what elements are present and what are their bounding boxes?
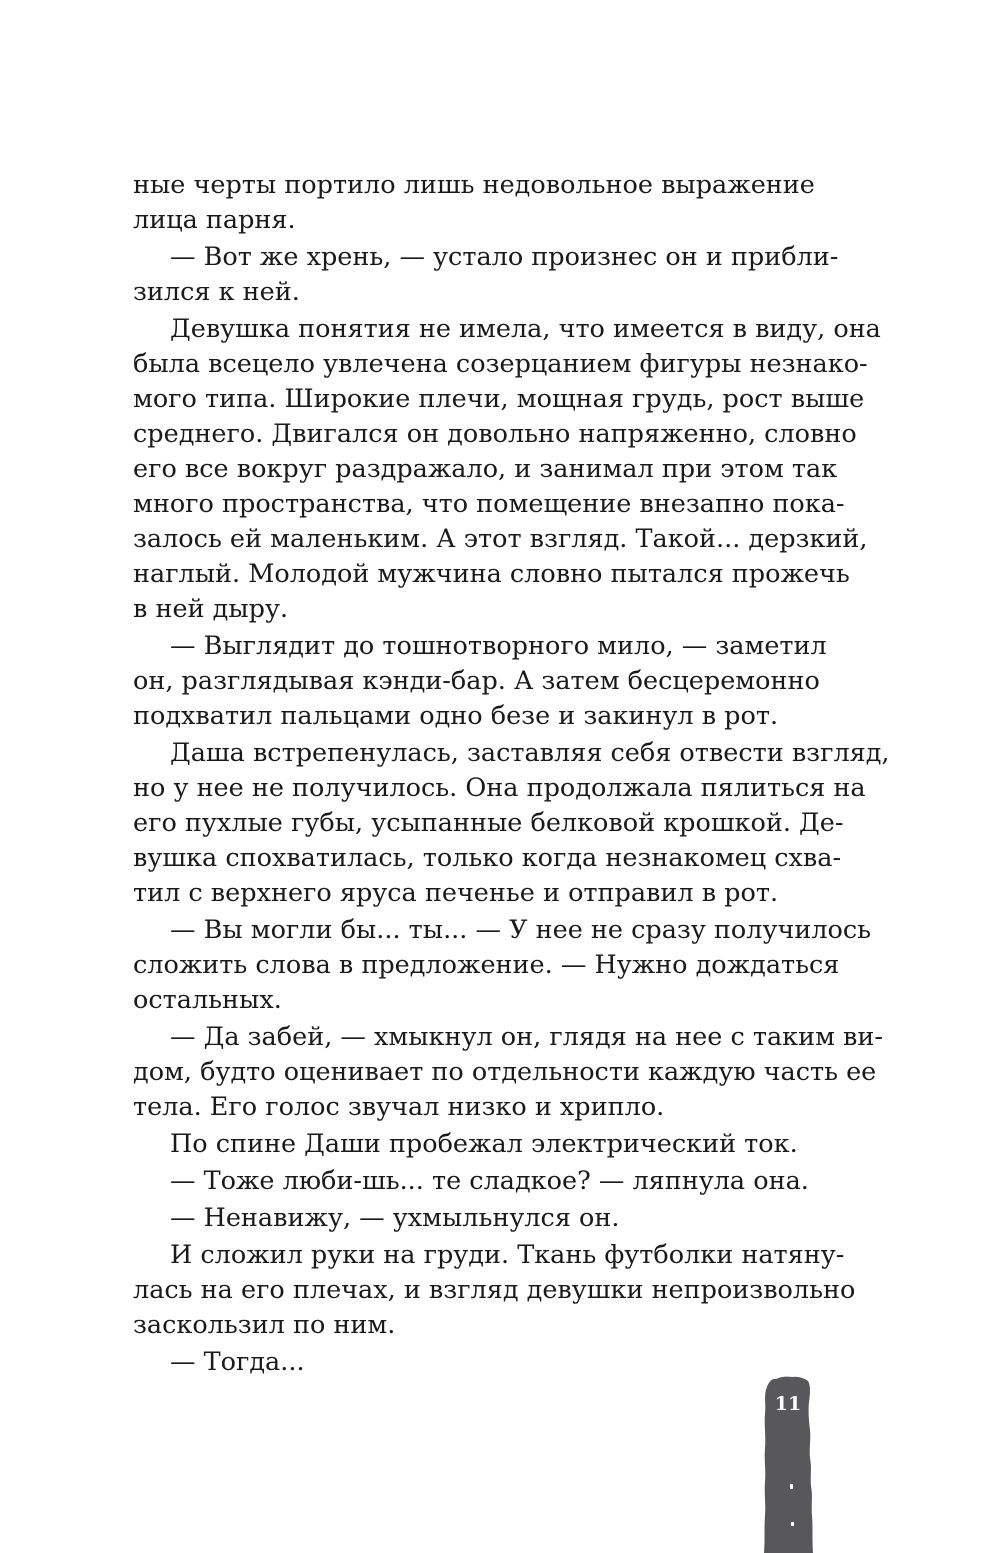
text-line: в ней дыру. <box>133 594 289 624</box>
text-line: — Вот же хрень, — устало произнес он и прибли- <box>170 242 839 272</box>
text-line: была всецело увлечена созерцанием фигуры незнако- <box>133 349 868 379</box>
body-text <box>133 168 890 1380</box>
text-line: подхватил пальцами одно безе и закинул в рот. <box>133 701 779 731</box>
text-line: мого типа. Широкие плечи, мощная грудь, рост выше <box>133 384 865 414</box>
page-number: 11 <box>774 1393 802 1415</box>
text-line: дом, будто оценивает по отдельности каждую часть ее <box>133 1057 877 1087</box>
text-line: он, разглядывая кэнди-бар. А затем бесцеремонно <box>133 666 820 696</box>
text-line: — Вы могли бы... ты... — У нее не сразу получилось <box>170 915 872 945</box>
text-line: его пухлые губы, усыпанные белковой крошкой. Де- <box>133 808 844 838</box>
text-line: зился к ней. <box>133 277 300 307</box>
text-line: вушка спохватилась, только когда незнакомец схва- <box>133 843 842 873</box>
text-line: сложить слова в предложение. — Нужно дождаться <box>133 950 840 980</box>
text-line: среднего. Двигался он довольно напряженно, словно <box>133 419 857 449</box>
text-line: — Ненавижу, — ухмыльнулся он. <box>170 1203 620 1233</box>
text-line: остальных. <box>133 985 282 1015</box>
text-line: заскользил по ним. <box>133 1310 396 1340</box>
text-line: ные черты портило лишь недовольное выражение <box>133 170 815 200</box>
text-line: залось ей маленьким. А этот взгляд. Такой... дерзкий, <box>133 524 868 554</box>
text-line: Девушка понятия не имела, что имеется в виду, она <box>170 314 881 344</box>
text-line: его все вокруг раздражало, и занимал при этом так <box>133 454 838 484</box>
text-line: но у нее не получилось. Она продолжала пялиться на <box>133 773 866 803</box>
text-line: — Тогда... <box>170 1347 305 1377</box>
text-line: И сложил руки на груди. Ткань футболки натяну- <box>170 1240 845 1270</box>
text-line: Даша встрепенулась, заставляя себя отвести взгляд, <box>170 738 890 768</box>
page-marker-notch <box>791 1522 794 1526</box>
text-line: лась на его плечах, и взгляд девушки непроизвольно <box>133 1275 856 1305</box>
text-line: — Да забей, — хмыкнул он, глядя на нее с таким ви- <box>170 1022 883 1052</box>
text-line: По спине Даши пробежал электрический ток. <box>170 1129 798 1159</box>
text-line: много пространства, что помещение внезапно пока- <box>133 489 845 519</box>
text-line: тил с верхнего яруса печенье и отправил в рот. <box>133 878 779 908</box>
text-line: — Выглядит до тошнотворного мило, — заметил <box>170 631 827 661</box>
text-line: лица парня. <box>133 205 296 235</box>
text-line: — Тоже люби-шь... те сладкое? — ляпнула она. <box>170 1166 809 1196</box>
text-line: тела. Его голос звучал низко и хрипло. <box>133 1092 665 1122</box>
page-marker-notch <box>790 1484 793 1489</box>
text-line: наглый. Молодой мужчина словно пытался прожечь <box>133 559 850 589</box>
